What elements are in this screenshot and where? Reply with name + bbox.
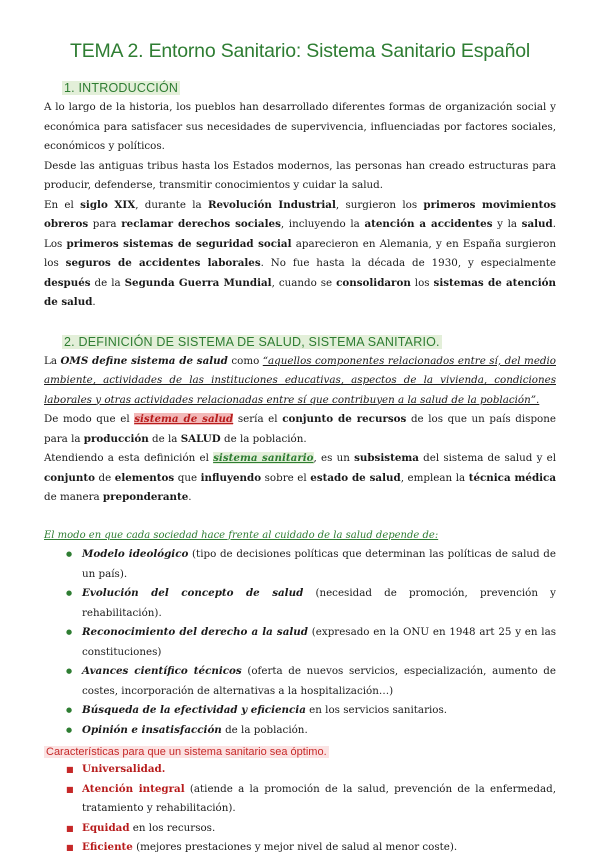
list-item: ● Opinión e insatisfacción de la población. (66, 721, 556, 741)
section-2-heading: 2. DEFINICIÓN DE SISTEMA DE SALUD, SISTEMA SANITARIO. (64, 334, 440, 349)
list-item: ■ Atención integral (atiende a la promoción de la salud, prevención de la enfermedad, tratamiento y rehabilitación). (66, 780, 556, 819)
definition-paragraph-2: De modo que el sistema de salud sería el conjunto de recursos de los que un país dispone para la producción de la SALUD de la población. (44, 413, 556, 445)
page-title: TEMA 2. Entorno Sanitario: Sistema Sanitario Español (69, 40, 530, 62)
characteristics-label: Características para que un sistema sanitario sea óptimo. (46, 746, 327, 758)
intro-paragraph-2: Desde las antiguas tribus hasta los Estados modernos, las personas han creado estructuras para producir, defenderse, transmitir conocimientos y cuidar la salud. (44, 159, 556, 191)
list-item: ● Avances científico técnicos (oferta de nuevos servicios, especialización, aumento de costes, incorporación de alternativas a la hospitalización…) (66, 662, 556, 701)
factors-list (44, 545, 556, 740)
section-1-heading: 1. INTRODUCCIÓN (64, 81, 179, 95)
list-item: ● Evolución del concepto de salud (necesidad de promoción, prevención y rehabilitación). (66, 584, 556, 623)
list-item: ● Modelo ideológico (tipo de decisiones políticas que determinan las políticas de salud de un país). (66, 545, 556, 584)
list-item: ● Búsqueda de la efectividad y eficiencia en los servicios sanitarios. (66, 701, 556, 721)
definition-paragraph-3: Atendiendo a esta definición el sistema sanitario, es un subsistema del sistema de salud y el conjunto de elementos que influyendo sobre el estado de salud, emplean la técnica médica de manera preponderante. (44, 452, 557, 503)
list-item: ■ Universalidad. (66, 760, 556, 780)
intro-paragraph-1: A lo largo de la historia, los pueblos han desarrollado diferentes formas de organización social y económica para satisfacer sus necesidades de supervivencia, influenciadas por factores sociales, económicos y políticos. (44, 101, 556, 152)
list-item: ● Reconocimiento del derecho a la salud (expresado en la ONU en 1948 art 25 y en las constituciones) (66, 623, 556, 662)
factors-label: El modo en que cada sociedad hace frente al cuidado de la salud depende de: (44, 529, 439, 541)
list-item: ■ Equidad en los recursos. (66, 819, 556, 839)
list-item: ■ Eficiente (mejores prestaciones y mejor nivel de salud al menor coste). (66, 838, 556, 858)
characteristics-list (44, 760, 556, 858)
intro-paragraph-3: En el siglo XIX, durante la Revolución Industrial, surgieron los primeros movimientos obreros para reclamar derechos sociales, incluyendo la atención a accidentes y la salud. Los primeros sistemas de seguridad social aparecieron en Alemania, y en España surgieron los seguros de accidentes laborales. No fue hasta la década de 1930, y especialmente después de la Segunda Guerra Mundial, cuando se consolidaron los sistemas de atención de salud. (44, 198, 557, 308)
definition-paragraph-1: La OMS define sistema de salud como “aquellos componentes relacionados entre sí, del medio ambiente, actividades de las instituciones educativas, aspectos de la vivienda, condiciones laborales y otras actividades relacionadas entre sí que contribuyen a la salud de la población”. (44, 354, 556, 406)
